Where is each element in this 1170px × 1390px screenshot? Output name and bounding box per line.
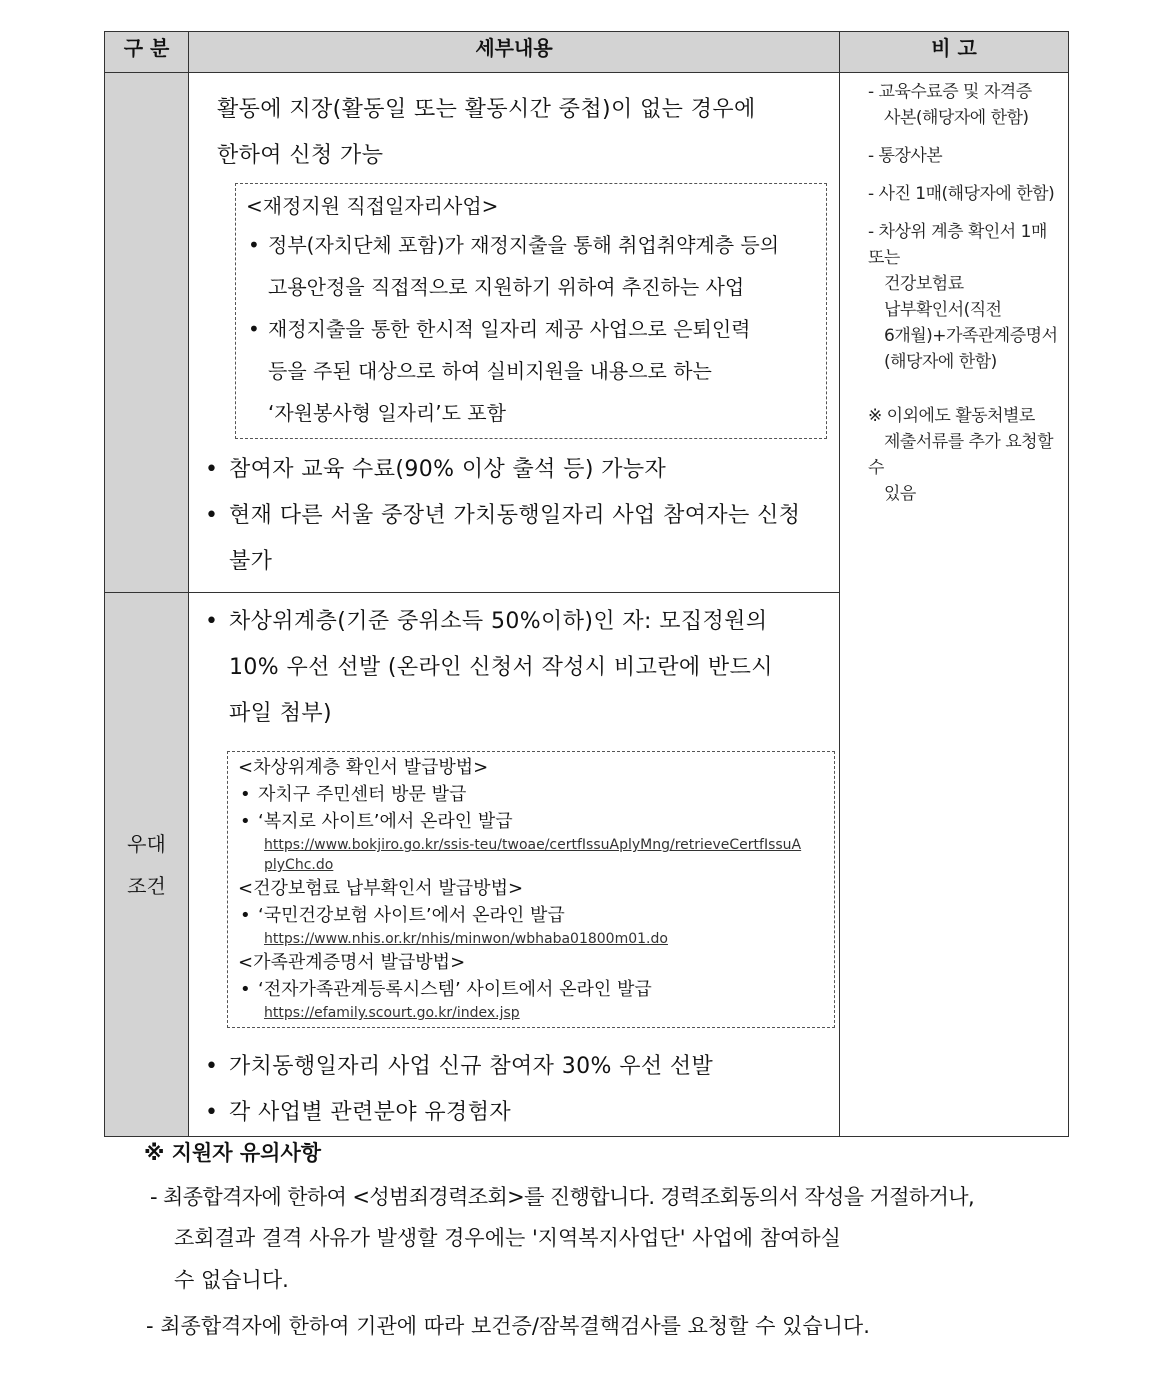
remark-additional-note: ※ 이외에도 활동처별로 제출서류를 추가 요청할 수 있음 [868,406,1054,504]
box-item: • ‘국민건강보험 사이트’에서 온라인 발급 [238,902,824,929]
intro-line: 활동에 지장(활동일 또는 활동시간 중첩)이 없는 경우에 [217,97,756,122]
certificate-issuance-box [227,751,835,1028]
bullet-dot-icon: • [248,317,260,341]
bullet-dot-icon: • [205,503,219,528]
bullet-dot-icon: • [205,1100,219,1125]
eligibility-bullet: • 참여자 교육 수료(90% 이상 출석 등) 가능자 [201,447,827,493]
nhis-link[interactable]: https://www.nhis.or.kr/nhis/minwon/wbhaba01800m01.do [264,931,668,947]
notice-line: 수 없습니다. [174,1268,289,1292]
remark-item: - 교육수료증 및 자격증 사본(해당자에 한함) [868,82,1032,128]
bullet-dot-icon: • [240,811,251,832]
remark-item: - 차상위 계층 확인서 1매 또는 건강보험료 납부확인서(직전 6개월)+가족관계증명서 (해당자에 한함) [868,222,1058,372]
box-title: <재정지원 직접일자리사업> [246,194,499,218]
bokjiro-link[interactable]: https://www.bokjiro.go.kr/ssis-teu/twoae/certfIssuAplyMng/retrieveCertfIssuA plyChc.do [264,837,802,873]
header-remarks: 비 고 [840,32,1069,73]
header-details: 세부내용 [189,32,840,73]
remark-item: - 사진 1매(해당자에 한함) [868,184,1055,204]
notice-line: 조회결과 결격 사유가 발생할 경우에는 '지역복지사업단' 사업에 참여하실 [174,1226,841,1250]
box-section-title: <차상위계층 확인서 발급방법> [238,757,489,778]
box-section-title: <건강보험료 납부확인서 발급방법> [238,878,524,899]
remarks-cell [840,73,1069,1137]
preference-bullet: • 가치동행일자리 사업 신규 참여자 30% 우선 선발 [201,1044,827,1090]
bullet-dot-icon: • [205,457,219,482]
bullet-dot-icon: • [205,609,219,634]
row2-category-cell [105,593,189,1137]
header-category: 구 분 [105,32,189,73]
bullet-dot-icon: • [240,784,251,805]
bullet-dot-icon: • [248,233,260,257]
conditions-table [104,31,1069,1137]
box-item: • 재정지출을 통한 한시적 일자리 제공 사업으로 은퇴인력 등을 주된 대상으로 하여 실비지원을 내용으로 하는 ‘자원봉사형 일자리’도 포함 [246,308,816,434]
table-row-eligibility [105,73,1069,593]
row1-category-cell [105,73,189,593]
preference-bullet: • 차상위계층(기준 중위소득 50%이하)인 자: 모집정원의 10% 우선 선발 (온라인 신청서 작성시 비고란에 반드시 파일 첨부) [201,599,827,737]
category-label: 우대 조건 [127,831,166,898]
box-item: • ‘복지로 사이트’에서 온라인 발급 [238,808,824,835]
box-section-title: <가족관계증명서 발급방법> [238,952,466,973]
box-item: • ‘전자가족관계등록시스템’ 사이트에서 온라인 발급 [238,976,824,1003]
row2-details-cell [189,593,840,1137]
preference-bullet: • 각 사업별 관련분야 유경험자 [201,1090,827,1136]
bullet-dot-icon: • [240,979,251,1000]
remark-item: - 통장사본 [868,146,943,166]
notice-line: - 최종합격자에 한하여 기관에 따라 보건증/잠복결핵검사를 요청할 수 있습니다. [146,1314,870,1338]
table-header-row [105,32,1069,73]
eligibility-bullet: • 현재 다른 서울 중장년 가치동행일자리 사업 참여자는 신청 불가 [201,493,827,585]
notice-title: ※ 지원자 유의사항 [144,1141,322,1165]
bullet-dot-icon: • [240,905,251,926]
row1-details-cell [189,73,840,593]
efamily-link[interactable]: https://efamily.scourt.go.kr/index.jsp [264,1005,520,1021]
notice-line: - 최종합격자에 한하여 <성범죄경력조회>를 진행합니다. 경력조회동의서 작성을 거절하거나, [150,1185,975,1209]
direct-job-program-box [235,183,827,439]
bullet-dot-icon: • [205,1054,219,1079]
box-item: • 자치구 주민센터 방문 발급 [238,781,824,808]
intro-line: 한하여 신청 가능 [217,143,384,168]
box-item: • 정부(자치단체 포함)가 재정지출을 통해 취업취약계층 등의 고용안정을 직접적으로 지원하기 위하여 추진하는 사업 [246,224,816,308]
